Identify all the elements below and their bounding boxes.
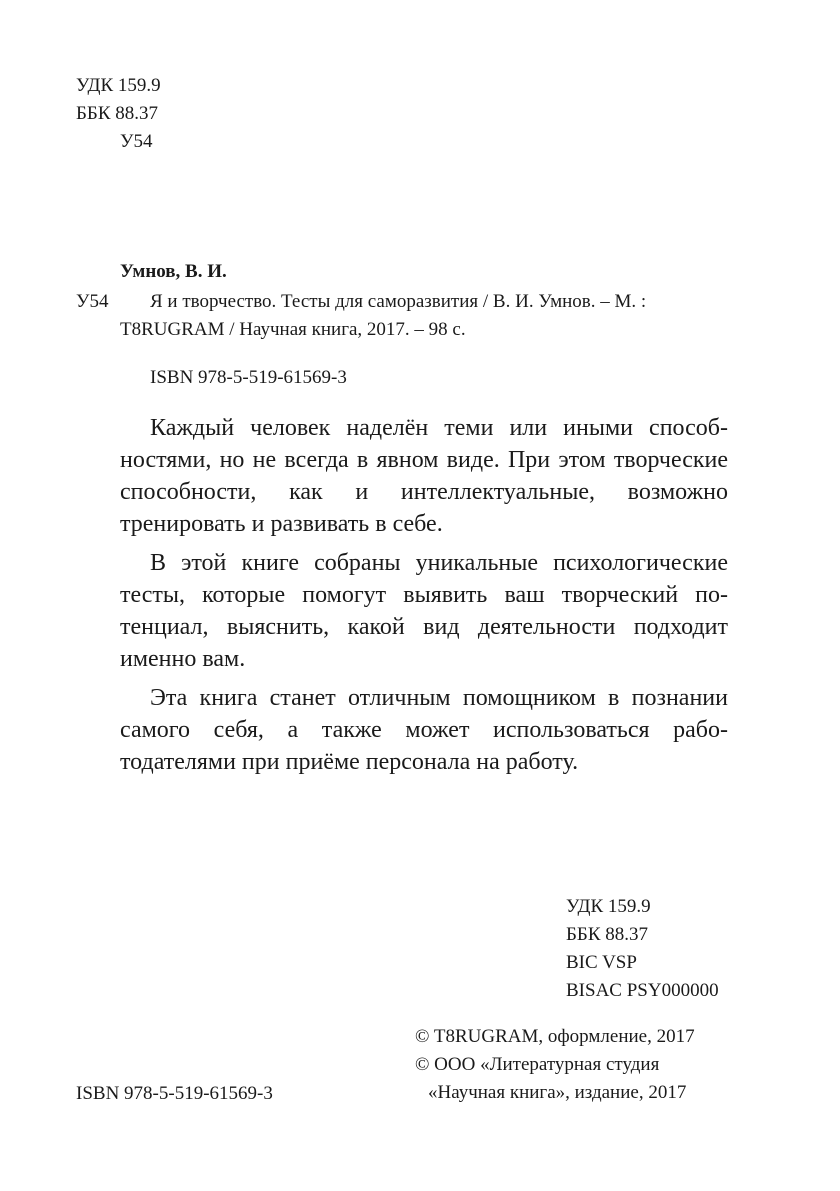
annotation-paragraph-3: Эта книга станет отличным помощником в познании самого себя, а также может использоваться работодателями при приёме персонала на работу. <box>120 685 728 775</box>
annotation-paragraph-1: Каждый человек наделён теми или иными способностями, но не всегда в явном виде. При этом творческие способности, как и интеллектуальные, возможно тренировать и развивать в себе. <box>120 415 728 537</box>
copyright-line-3: «Научная книга», издание, 2017 <box>428 1082 687 1103</box>
isbn-main: ISBN 978-5-519-61569-3 <box>150 367 347 388</box>
biblio-description: Я и творчество. Тесты для саморазвития / В. И. Умнов. – М. : T8RUGRAM / Научная книга, 2017. – 98 с. <box>120 291 647 340</box>
isbn-bottom: ISBN 978-5-519-61569-3 <box>76 1083 273 1104</box>
biblio-author-sign: У54 <box>76 291 109 312</box>
udk-code: УДК 159.9 <box>76 75 161 96</box>
annotation-paragraph-2: В этой книге собраны уникальные психологические тесты, которые помогут выявить ваш творческий потенциал, выяснить, какой вид деятельности подходит именно вам. <box>120 550 728 672</box>
author-heading: Умнов, В. И. <box>120 261 227 282</box>
bisac-code: BISAC PSY000000 <box>566 980 719 1001</box>
copyright-block <box>415 1023 695 1107</box>
top-classification-block <box>76 72 161 156</box>
bottom-classification-block <box>566 893 719 1005</box>
copyright-line-1: © T8RUGRAM, оформление, 2017 <box>415 1026 695 1047</box>
udk-code-bottom: УДК 159.9 <box>566 896 651 917</box>
bic-code: BIC VSP <box>566 952 637 973</box>
copyright-line-2: © ООО «Литературная студия <box>415 1054 660 1075</box>
bbk-code-bottom: ББК 88.37 <box>566 924 648 945</box>
annotation-block <box>120 412 728 785</box>
author-sign: У54 <box>120 131 153 152</box>
bbk-code: ББК 88.37 <box>76 103 158 124</box>
